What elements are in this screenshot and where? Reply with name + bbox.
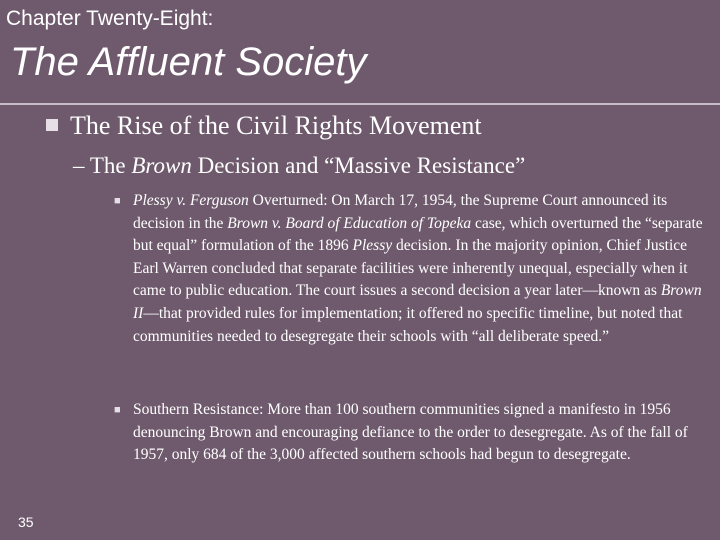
- text-segment: case, which overturned the “separate but equal” formulation of the 1896: [133, 214, 703, 255]
- level3-bullet-plessy: [114, 190, 704, 348]
- text-segment: Overturned: On March 17, 1954, the Supreme Court announced its decision in the: [133, 192, 668, 232]
- slide-number: 35: [18, 514, 34, 530]
- text-segment: decision. In the majority opinion, Chief Justice Earl Warren concluded that separate facilities were inherently unequal, especially when it came to public education. The court issues a second decision a year later—known as: [133, 237, 688, 300]
- level2-text-prefix: The: [89, 153, 132, 178]
- slide-title: The Affluent Society: [10, 40, 367, 84]
- small-square-bullet-icon: ■: [114, 404, 121, 416]
- square-bullet-icon: [46, 119, 58, 131]
- level2-text-suffix: Decision and “Massive Resistance”: [191, 153, 526, 178]
- title-divider: [0, 103, 720, 105]
- dash-marker: –: [73, 153, 85, 178]
- case-name-brown: Brown v. Board of Education of Topeka: [227, 214, 472, 232]
- bullet-text: [133, 190, 704, 348]
- level2-item: [73, 153, 525, 179]
- text-segment: —that provided rules for implementation; it offered no specific timeline, but noted that communities needed to desegregate their schools with “all deliberate speed.”: [133, 304, 683, 345]
- small-square-bullet-icon: ■: [114, 195, 121, 207]
- level3-bullet-southern-resistance: [114, 399, 704, 467]
- case-name-plessy-short: Plessy: [352, 237, 393, 255]
- chapter-label: Chapter Twenty-Eight:: [6, 7, 214, 30]
- case-name-plessy: Plessy v. Ferguson: [133, 192, 249, 209]
- case-name-brown-ii: Brown II: [133, 282, 702, 322]
- level1-text: The Rise of the Civil Rights Movement: [70, 111, 482, 140]
- level1-bullet-item: [46, 111, 482, 141]
- bullet-text: Southern Resistance: More than 100 southern communities signed a manifesto in 1956 denouncing Brown and encouraging defiance to the order to desegregate. As of the fall of 1957, only 684 of the 3,000 affected southern schools had begun to desegregate.: [133, 401, 688, 464]
- level2-text-italic: Brown: [131, 153, 192, 178]
